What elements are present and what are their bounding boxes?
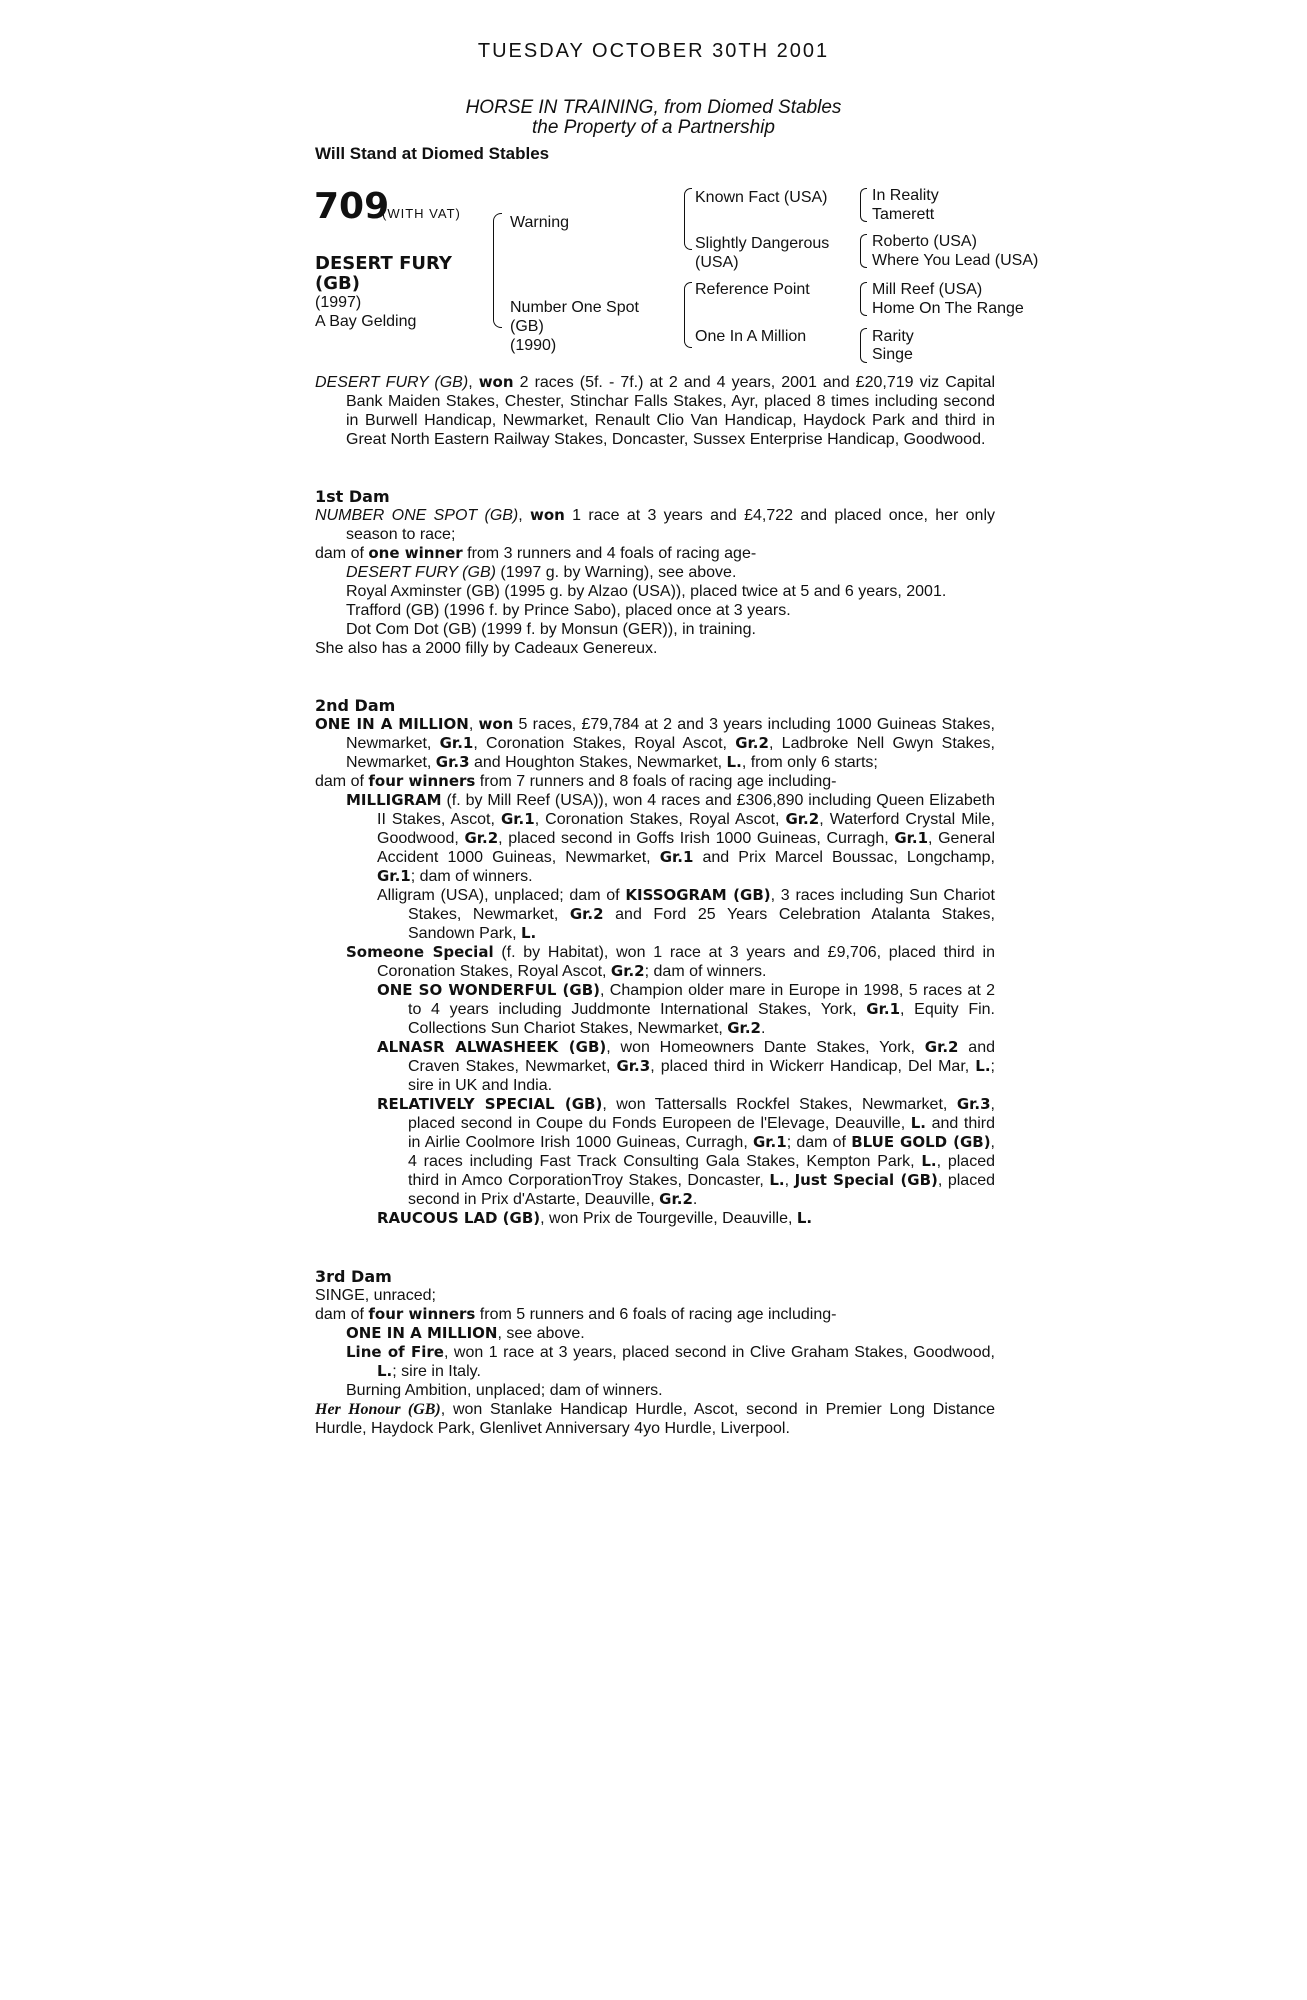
lot-heading-line1: HORSE IN TRAINING, from Diomed Stables	[465, 97, 842, 118]
pedigree-brace	[684, 282, 692, 348]
listed-label: L.	[520, 924, 537, 942]
grade-label: Gr.3	[435, 753, 470, 771]
second-dam-section: 2nd Dam ONE IN A MILLION, won 5 races, £79,784 at 2 and 3 years including 1000 Guineas Stakes, Newmarket, Gr.1, Coronation Stakes, Royal Ascot, Gr.2, Ladbroke Nell Gwyn Stakes, Newmarket, Gr.3 and Houghton Stakes, Newmarket, L., from only 6 starts; dam of four winners from 7 runners and 8 foals of racing age including- MILLIGRAM (f. by Mill Reef (USA)), won 4 races and £306,890 including Queen Elizabeth II Stakes, Ascot, Gr.1, Coronation Stakes, Royal Ascot, Gr.2, Waterford Crystal Mile, Goodwood, Gr.2, placed second in Goffs Irish 1000 Guineas, Curragh, Gr.1, General Accident 1000 Guineas, Newmarket, Gr.1 and Prix Marcel Boussac, Longchamp, Gr.1; dam of winners. Alligram (USA), unplaced; dam of KISSOGRAM (GB), 3 races including Sun Chariot Stakes, Newmarket, Gr.2 and Ford 25 Years Celebration Atalanta Stakes, Sandown Park, L. Someone Special (f. by Habitat), won 1 race at 3 years and £9,706, placed third in Coronation Stakes, Royal Ascot, Gr.2; dam of winners. ONE SO WONDERFUL (GB), Champion older mare in Europe in 1998, 5 races at 2 to 4 years including Juddmonte International Stakes, York, Gr.1, Equity Fin. Collections Sun Chariot Stakes, Newmarket, Gr.2. ALNASR ALWASHEEK (GB), won Homeowners Dante Stakes, York, Gr.2 and Craven Stakes, Newmarket, Gr.3, placed third in Wickerr Handicap, Del Mar, L.; sire in UK and India. RELATIVELY SPECIAL (GB), won Tattersalls Rockfel Stakes, Newmarket, Gr.3, placed second in Coupe du Fonds Europeen de l'Elevage, Deauville, L. and third in Airlie Coolmore Irish 1000 Guineas, Curragh, Gr.1; dam of BLUE GOLD (GB), 4 races including Fast Track Consulting Gala Stakes, Kempton Park, L., placed third in Amco CorporationTroy Stakes, Doncaster, L., Just Special (GB), placed second in Prix d'Astarte, Deauville, Gr.2. RAUCOUS LAD (GB), won Prix de Tourgeville, Deauville, L.	[315, 696, 996, 1227]
third-dam-heading: 3rd Dam	[315, 1267, 392, 1286]
dam-sire-dam: Home On The Range	[872, 300, 1024, 317]
listed-label: L.	[377, 1362, 393, 1380]
dam-of-text: dam of	[315, 1306, 369, 1323]
grade-label: Gr.2	[464, 829, 499, 847]
progeny-name: Just Special (GB)	[794, 1171, 938, 1189]
record-text: , Waterford Crystal Mile, Goodwood,	[377, 811, 995, 847]
progeny-text: (1997 g. by Warning), see above.	[495, 564, 737, 581]
progeny-name: Line of Fire	[346, 1343, 444, 1361]
grade-label: Gr.1	[866, 1000, 901, 1018]
grade-label: Gr.1	[500, 810, 535, 828]
race-record: DESERT FURY (GB), won 2 races (5f. - 7f.) at 2 and 4 years, 2001 and £20,719 viz Capital Bank Maiden Stakes, Chester, Stinchar Falls Stakes, Ayr, placed 8 times including second in Burwell Handicap, Newmarket, Renault Clio Van Handicap, Haydock Park and third in Great North Eastern Railway Stakes, Doncaster, Sussex Enterprise Handicap, Goodwood.	[315, 373, 996, 448]
lot-heading-line2: the Property of a Partnership	[532, 117, 775, 138]
horse-name	[315, 254, 452, 294]
sire-dam	[695, 234, 829, 272]
record-text: and Prix Marcel Boussac, Longchamp,	[693, 849, 995, 866]
pedigree-brace	[684, 188, 692, 250]
third-dam-section	[315, 1267, 995, 1438]
progeny-name: MILLIGRAM	[346, 791, 442, 809]
grade-label: Gr.2	[924, 1038, 959, 1056]
pedigree-brace	[860, 234, 867, 268]
grade-label: Gr.2	[785, 810, 820, 828]
progeny-name: Someone Special	[346, 943, 494, 961]
first-dam-record: 1 race at 3 years and £4,722 and placed once, her only season to race;	[346, 507, 995, 543]
first-dam-name: NUMBER ONE SPOT (GB)	[315, 507, 519, 524]
race-record-text: 2 races (5f. - 7f.) at 2 and 4 years, 2001 and £20,719 viz Capital Bank Maiden Stakes, Chester, Stinchar Falls Stakes, Ayr, placed 8 times including second in Burwell Handicap, Newmarket, Renault Clio Van Handicap, Haydock Park and third in Great North Eastern Railway Stakes, Doncaster, Sussex Enterprise Handicap, Goodwood.	[346, 374, 996, 448]
sire-sire: Known Fact (USA)	[695, 189, 828, 206]
record-text: 5 races, £79,784 at 2 and 3 years including 1000 Guineas Stakes, Newmarket,	[346, 716, 995, 752]
first-dam-section: 1st Dam NUMBER ONE SPOT (GB), won 1 race at 3 years and £4,722 and placed once, her only season to race; dam of one winner from 3 runners and 4 foals of racing age- DESERT FURY (GB) (1997 g. by Warning), see above. Royal Axminster (GB) (1995 g. by Alzao (USA)), placed twice at 5 and 6 years, 2001. Trafford (GB) (1996 f. by Prince Sabo), placed once at 3 years. Dot Com Dot (GB) (1999 f. by Monsun (GER)), in training. She also has a 2000 filly by Cadeaux Genereux.	[315, 487, 995, 657]
grade-label: Gr.1	[752, 1133, 787, 1151]
progeny-name: RELATIVELY SPECIAL (GB)	[377, 1095, 603, 1113]
pedigree-brace	[493, 213, 502, 328]
record-text: ; sire in Italy.	[392, 1363, 481, 1380]
grade-label: Gr.2	[735, 734, 769, 752]
grade-label: Gr.2	[659, 1190, 693, 1208]
dam-of-text: from 7 runners and 8 foals of racing age including-	[475, 773, 837, 790]
dam-dam: One In A Million	[695, 328, 807, 345]
record-text: , 4 races including Fast Track Consulting Gala Stakes, Kempton Park,	[408, 1134, 995, 1170]
lot-heading	[0, 98, 1307, 138]
progeny-entry: Dot Com Dot (GB) (1999 f. by Monsun (GER)), in training.	[346, 621, 756, 638]
dam-of-text: dam of	[315, 773, 369, 790]
progeny-entry: Trafford (GB) (1996 f. by Prince Sabo), placed once at 3 years.	[346, 602, 791, 619]
record-text: , placed second in Coupe du Fonds Europeen de l'Elevage, Deauville,	[408, 1096, 995, 1132]
record-text: (f. by Habitat), won 1 race at 3 years and £9,706, placed third in Coronation Stakes, Royal Ascot,	[377, 944, 995, 980]
listed-label: L.	[769, 1171, 785, 1189]
record-text: .	[692, 1191, 698, 1208]
listed-label: L.	[796, 1209, 813, 1227]
dam-of-text: from 5 runners and 6 foals of racing age including-	[475, 1306, 837, 1323]
won-label: won	[530, 506, 565, 524]
winners-count: four winners	[368, 1305, 476, 1323]
record-text: ; sire in UK and India.	[408, 1058, 995, 1094]
record-text: , Coronation Stakes, Royal Ascot,	[473, 735, 736, 752]
record-text: , placed third in Wickerr Handicap, Del Mar,	[650, 1058, 976, 1075]
listed-label: L.	[910, 1114, 927, 1132]
dam-country: (GB)	[510, 318, 544, 335]
progeny-note: She also has a 2000 filly by Cadeaux Genereux.	[315, 640, 658, 657]
dam-of-text: dam of	[315, 545, 369, 562]
record-text: , Champion older mare in Europe in 1998, 5 races at 2 to 4 years including Juddmonte International Stakes, York,	[408, 982, 996, 1018]
record-text: , won Tattersalls Rockfel Stakes, Newmarket,	[602, 1096, 957, 1113]
dam	[510, 298, 639, 355]
dam-year: (1990)	[510, 337, 557, 354]
record-text: ,	[784, 1172, 795, 1189]
record-text: , won Homeowners Dante Stakes, York,	[606, 1039, 925, 1056]
record-text: .	[760, 1020, 766, 1037]
record-text: and Houghton Stakes, Newmarket,	[469, 754, 727, 771]
record-text: , see above.	[497, 1325, 585, 1342]
second-dam-name: ONE IN A MILLION	[315, 715, 469, 733]
grade-label: Gr.3	[616, 1057, 651, 1075]
pedigree-brace	[860, 328, 867, 363]
dam-dam-sire: Rarity	[872, 328, 914, 345]
foaling-year: (1997)	[315, 294, 362, 311]
progeny-entry: Royal Axminster (GB) (1995 g. by Alzao (USA)), placed twice at 5 and 6 years, 2001.	[346, 583, 947, 600]
record-text: Alligram (USA), unplaced; dam of	[377, 887, 626, 904]
grade-label: Gr.2	[569, 905, 604, 923]
progeny-name: DESERT FURY (GB)	[346, 564, 496, 581]
record-text: , Coronation Stakes, Royal Ascot,	[534, 811, 786, 828]
grade-label: Gr.3	[956, 1095, 991, 1113]
sire-dam-sire: Roberto (USA)	[872, 233, 977, 250]
horse-description: A Bay Gelding	[315, 313, 417, 330]
winners-count: four winners	[368, 772, 476, 790]
progeny-entry: Burning Ambition, unplaced; dam of winners.	[346, 1382, 663, 1399]
record-text: and Ford 25 Years Celebration Atalanta Stakes, Sandown Park,	[408, 906, 996, 942]
progeny-name: BLUE GOLD (GB)	[851, 1133, 991, 1151]
record-text: , placed second in Prix d'Astarte, Deauville,	[408, 1172, 995, 1208]
dam-name: Number One Spot	[510, 299, 639, 316]
record-text: , won Prix de Tourgeville, Deauville,	[540, 1210, 797, 1227]
record-text: , 3 races including Sun Chariot Stakes, Newmarket,	[408, 887, 996, 923]
record-text: and third in Airlie Coolmore Irish 1000 Guineas, Curragh,	[408, 1115, 995, 1151]
sire-dam-dam: Where You Lead (USA)	[872, 252, 1039, 269]
record-text: , won Stanlake Handicap Hurdle, Ascot, second in Premier Long Distance Hurdle, Haydock Park, Glenlivet Anniversary 4yo Hurdle, Liverpool.	[315, 1401, 996, 1437]
horse-name-line1: DESERT FURY	[315, 253, 452, 274]
record-text: ; dam of	[786, 1134, 852, 1151]
lot-number: 709	[314, 186, 390, 227]
pedigree-brace	[860, 188, 867, 222]
will-stand-note: Will Stand at Diomed Stables	[315, 144, 550, 163]
progeny-name: KISSOGRAM (GB)	[625, 886, 771, 904]
record-text: (f. by Mill Reef (USA)), won 4 races and £306,890 including Queen Elizabeth II Stakes, Ascot,	[377, 792, 995, 828]
sire-sire-sire: In Reality	[872, 187, 939, 204]
sire-dam-country: (USA)	[695, 254, 739, 271]
record-text: , from only 6 starts;	[741, 754, 878, 771]
grade-label: Gr.2	[727, 1019, 761, 1037]
pedigree-brace	[860, 282, 867, 316]
listed-label: L.	[726, 753, 742, 771]
sale-date: TUESDAY OCTOBER 30TH 2001	[477, 40, 830, 62]
record-text: and Craven Stakes, Newmarket,	[408, 1039, 995, 1075]
record-text: , General Accident 1000 Guineas, Newmarket,	[377, 830, 996, 866]
race-record-horse: DESERT FURY (GB)	[315, 374, 469, 391]
listed-label: L.	[975, 1057, 991, 1075]
record-text: , placed second in Goffs Irish 1000 Guineas, Curragh,	[498, 830, 895, 847]
grade-label: Gr.1	[894, 829, 929, 847]
record-text: , Equity Fin. Collections Sun Chariot Stakes, Newmarket,	[408, 1001, 995, 1037]
won-label: won	[478, 715, 514, 733]
sire-sire-dam: Tamerett	[872, 206, 935, 223]
listed-label: L.	[921, 1152, 937, 1170]
grade-label: Gr.1	[377, 867, 411, 885]
grade-label: Gr.2	[610, 962, 645, 980]
sire: Warning	[510, 214, 569, 231]
horse-name-line2: (GB)	[315, 273, 360, 294]
progeny-name: ALNASR ALWASHEEK (GB)	[377, 1038, 607, 1056]
dam-sire-sire: Mill Reef (USA)	[872, 281, 983, 298]
record-text: , won 1 race at 3 years, placed second in Clive Graham Stakes, Goodwood,	[443, 1344, 996, 1361]
third-dam-name: SINGE, unraced;	[315, 1287, 436, 1304]
won-label: won	[478, 373, 514, 391]
record-text: , placed third in Amco CorporationTroy Stakes, Doncaster,	[408, 1153, 995, 1189]
grade-label: Gr.1	[439, 734, 474, 752]
dam-dam-dam: Singe	[872, 346, 913, 363]
sire-dam-name: Slightly Dangerous	[695, 235, 830, 252]
record-text: , Ladbroke Nell Gwyn Stakes, Newmarket,	[346, 735, 995, 771]
first-dam-heading: 1st Dam	[315, 487, 390, 506]
second-dam-heading: 2nd Dam	[315, 696, 396, 715]
progeny-name: Her Honour (GB)	[315, 1401, 441, 1418]
winners-count: one winner	[368, 544, 463, 562]
dam-sire: Reference Point	[695, 281, 810, 298]
grade-label: Gr.1	[659, 848, 694, 866]
record-text: ; dam of winners.	[410, 868, 533, 885]
progeny-name: RAUCOUS LAD (GB)	[377, 1209, 541, 1227]
record-text: ; dam of winners.	[644, 963, 767, 980]
dam-of-text: from 3 runners and 4 foals of racing age-	[462, 545, 757, 562]
progeny-name: ONE SO WONDERFUL (GB)	[377, 981, 601, 999]
vat-note: (WITH VAT)	[382, 206, 461, 221]
progeny-name: ONE IN A MILLION	[346, 1324, 498, 1342]
